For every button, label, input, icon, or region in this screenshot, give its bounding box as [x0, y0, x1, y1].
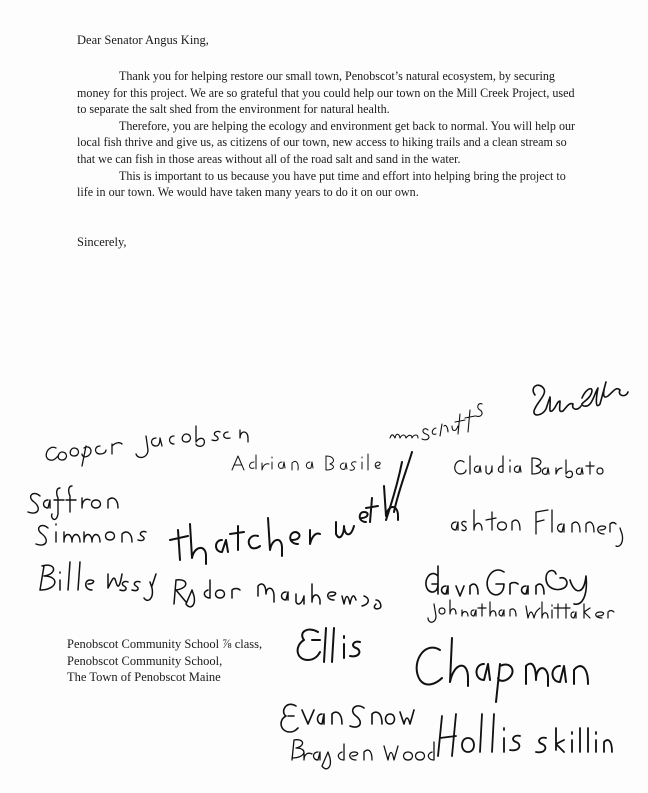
signature-hollis-skillin: [438, 714, 612, 756]
letter-paragraph-2: Therefore, you are helping the ecology and environment get back to normal. You will help our local fish thrive and give us, as citizens of our town, new access to hiking trails and a clean stream so that we can fish in those areas without all of the road salt and sand in the water.: [77, 118, 576, 166]
signature-mae-schutts: [390, 404, 482, 440]
signature-ashton-flannery: [452, 510, 623, 546]
sender-line-3: The Town of Penobscot Maine: [67, 670, 221, 684]
signature-ellis-chapman: [298, 628, 588, 702]
letter-paragraph-3: This is important to us because you have put time and effort into helping bring the project to life in our town. We would have taken many years to do it on our own.: [77, 168, 566, 200]
signature-evan-snow: [281, 704, 414, 732]
sender-line-2: Penobscot Community School,: [67, 653, 223, 668]
letter-paragraph-1: Thank you for helping restore our small town, Penobscot’s natural ecosystem, by securing money for this project. We are so grateful that you could help our town on the Mill Creek Project, used to separate the salt shed from the environment for natural health.: [77, 69, 575, 117]
signature-ryder-matthews: [174, 580, 381, 609]
signature-adriana-basile: [232, 454, 380, 470]
signature-cooper-jacobsen: [46, 426, 248, 466]
signature-brayden-wood: [292, 740, 434, 769]
letter-sender-block: [67, 636, 262, 686]
signature-gavin-grant: [426, 566, 586, 604]
signature-belle-wasey: [40, 562, 156, 600]
letter-body: [77, 68, 577, 201]
signature-sylvie-giffels: [533, 382, 628, 415]
letter-salutation: Dear Senator Angus King,: [77, 33, 209, 47]
signature-saffron-simmons: [28, 486, 146, 545]
signature-johnathan-whittaker: [428, 600, 614, 622]
signature-thatcher-wetherbee: [170, 452, 412, 564]
signature-claudia-barbato: [455, 456, 603, 478]
letter-closing: Sincerely,: [77, 235, 127, 249]
sender-line-1: Penobscot Community School ⅞ class,: [67, 637, 263, 651]
